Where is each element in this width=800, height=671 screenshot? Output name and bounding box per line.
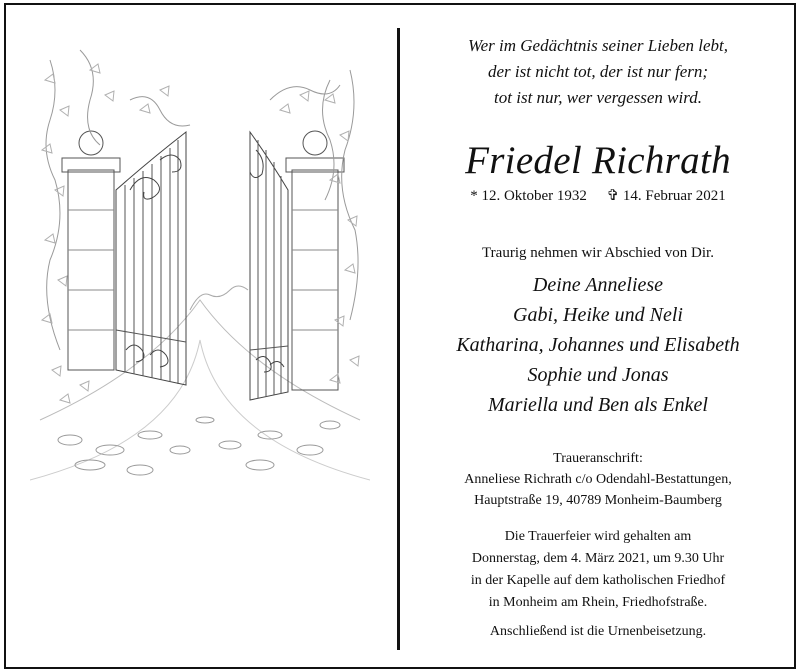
family-member: Deine Anneliese (532, 274, 664, 296)
ceremony-line: in der Kapelle auf dem katholischen Friedhof (470, 573, 726, 588)
ceremony-line: Donnerstag, dem 4. März 2021, um 9.30 Uhr (471, 551, 725, 566)
address-heading: Traueranschrift: (553, 451, 643, 466)
family-list (412, 270, 784, 420)
quote-line: der ist nicht tot, der ist nur fern; (487, 62, 709, 81)
life-dates (412, 186, 784, 206)
ceremony-info (412, 526, 784, 614)
farewell-text: Traurig nehmen wir Abschied von Dir. (482, 245, 714, 261)
memorial-quote (412, 33, 784, 111)
burial-note: Anschließend ist die Urnenbeisetzung. (489, 624, 707, 639)
family-member: Katharina, Johannes und Elisabeth (456, 334, 740, 356)
quote-line: tot ist nur, wer vergessen wird. (494, 88, 702, 107)
garden-gate-illustration (30, 40, 370, 490)
birth-date: * 12. Oktober 1932 (470, 188, 587, 204)
family-member: Gabi, Heike und Neli (513, 304, 683, 326)
family-member: Sophie und Jonas (527, 364, 669, 386)
deceased-name: Friedel Richrath (465, 139, 731, 182)
death-date: ✞ 14. Februar 2021 (606, 188, 726, 204)
mourning-address (412, 448, 784, 511)
address-line: Hauptstraße 19, 40789 Monheim-Baumberg (474, 493, 722, 508)
ceremony-line: Die Trauerfeier wird gehalten am (504, 529, 692, 544)
address-line: Anneliese Richrath c/o Odendahl-Bestattungen, (464, 472, 732, 487)
ceremony-line: in Monheim am Rhein, Friedhofstraße. (488, 595, 708, 610)
family-member: Mariella und Ben als Enkel (488, 394, 708, 416)
quote-line: Wer im Gedächtnis seiner Lieben lebt, (468, 36, 728, 55)
vertical-divider (397, 28, 400, 650)
